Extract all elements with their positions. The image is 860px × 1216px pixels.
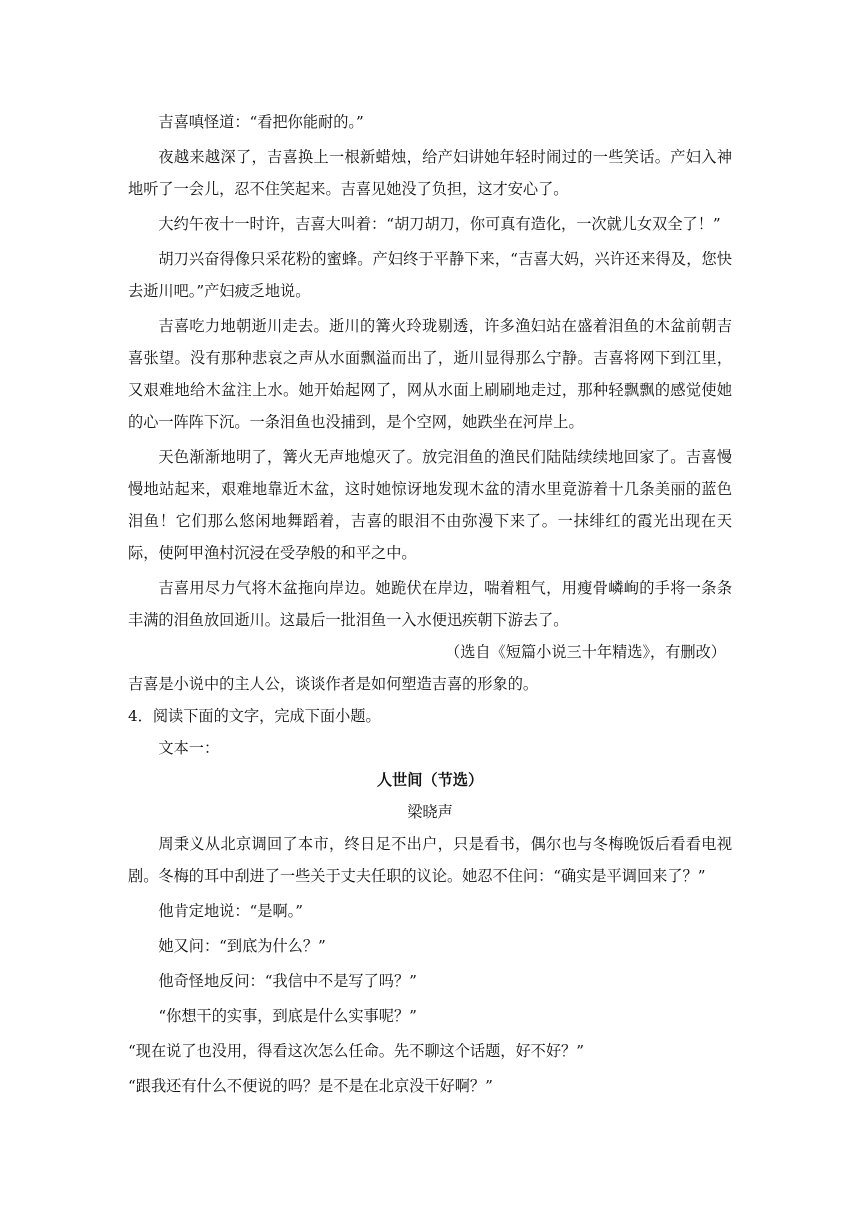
article-paragraph: “现在说了也没用，得看这次怎么任命。先不聊这个话题，好不好？” [128,1042,584,1060]
passage-paragraph: 胡刀兴奋得像只采花粉的蜜蜂。产妇终于平静下来，“吉喜大妈，兴许还来得及，您快去逝川吧。”产妇疲乏地说。 [128,250,732,300]
article-author: 梁晓声 [407,803,453,821]
document-content [128,106,732,1102]
article-paragraph: “跟我还有什么不便说的吗？是不是在北京没干好啊？” [128,1077,493,1095]
article-title: 人世间（节选） [376,771,484,789]
article-paragraph: 他肯定地说：“是啊。” [158,902,304,920]
item-4-heading: 4．阅读下面的文字，完成下面小题。 [128,707,381,725]
question-prompt: 吉喜是小说中的主人公，谈谈作者是如何塑造吉喜的形象的。 [128,675,539,693]
passage-paragraph: 吉喜吃力地朝逝川走去。逝川的篝火玲珑剔透，许多渔妇站在盛着泪鱼的木盆前朝吉喜张望。没有那种悲哀之声从水面飘溢而出了，逝川显得那么宁静。吉喜将网下到江里，又艰难地给木盆注上水。她开始起网了，网从水面上刷刷地走过，那种轻飘飘的感觉使她的心一阵阵下沉。一条泪鱼也没捕到，是个空网，她跌坐在河岸上。 [128,317,732,431]
text-one-label: 文本一： [158,739,220,757]
passage-paragraph: 吉喜嗔怪道：“看把你能耐的。” [158,113,364,131]
passage-paragraph: 夜越来越深了，吉喜换上一根新蜡烛，给产妇讲她年轻时闹过的一些笑话。产妇入神地听了一会儿，忍不住笑起来。吉喜见她没了负担，这才安心了。 [128,148,732,198]
passage-paragraph: 大约午夜十一时许，吉喜大叫着：“胡刀胡刀，你可真有造化，一次就儿女双全了！” [158,215,721,233]
article-paragraph: 周秉义从北京调回了本市，终日足不出户，只是看书，偶尔也与冬梅晚饭后看看电视剧。冬梅的耳中刮进了一些关于丈夫任职的议论。她忍不住问：“确实是平调回来了？” [128,835,732,885]
passage-paragraph: 天色渐渐地明了，篝火无声地熄灭了。放完泪鱼的渔民们陆陆续续地回家了。吉喜慢慢地站起来，艰难地靠近木盆，这时她惊讶地发现木盆的清水里竟游着十几条美丽的蓝色泪鱼！它们那么悠闲地舞蹈着，吉喜的眼泪不由弥漫下来了。一抹绯红的霞光出现在天际，使阿甲渔村沉浸在受孕般的和平之中。 [128,448,732,562]
article-paragraph: 她又问：“到底为什么？” [158,937,326,955]
source-citation: （选自《短篇小说三十年精选》，有删改） [445,643,726,661]
article-paragraph: “你想干的实事，到底是什么实事呢？” [158,1007,417,1025]
article-paragraph: 他奇怪地反问：“我信中不是写了吗？” [158,972,417,990]
passage-paragraph: 吉喜用尽力气将木盆拖向岸边。她跪伏在岸边，喘着粗气，用瘦骨嶙峋的手将一条条丰满的泪鱼放回逝川。这最后一批泪鱼一入水便迅疾朝下游去了。 [128,579,732,629]
